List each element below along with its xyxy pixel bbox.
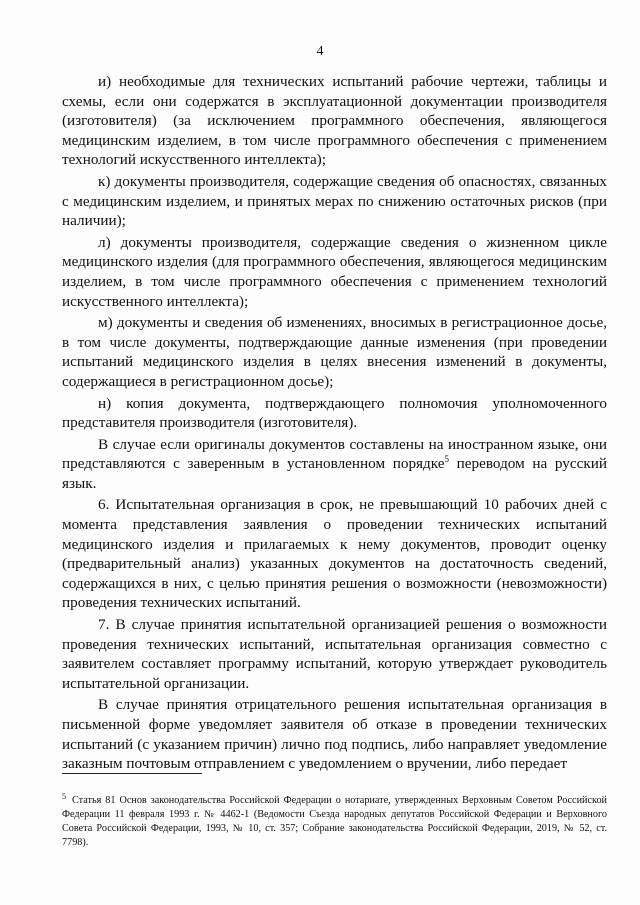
paragraph-clause-7: 7. В случае принятия испытательной организацией решения о возможности проведения технических испытаний, испытательная организация совместно с заявителем составляет программу испытаний, которую утверждает руководитель испытательной организации. [62,616,607,692]
document-body [62,72,607,776]
paragraph-translation [62,435,607,494]
footnote-text: Статья 81 Основ законодательства Российской Федерации о нотариате, утвержденных Верховным Советом Российской Федерации 11 февраля 1993 г. № 4462-1 (Ведомости Съезда народных депутатов Российской Федерации и Верховного Совета Российской Федерации, 1993, № 10, ст. 357; Собрание законодательства Российской Федерации, 2019, № 52, ст. 7798). [62,795,607,848]
paragraph-translation-text: В случае если оригиналы документов составлены на иностранном языке, они представляются с заверенным в установленном порядке [62,435,607,473]
footnote-reference: 5 [444,454,449,465]
paragraph-translation-text-end: переводом на русский язык. [62,455,607,492]
footnote-mark: 5 [62,791,66,801]
paragraph-negative-decision: В случае принятия отрицательного решения испытательная организация в письменной форме уведомляет заявителя об отказе в проведении технических испытаний (с указанием причин) лично под подпись, либо направляет уведомление заказным почтовым отправлением с уведомлением о вручении, либо передает [62,696,607,773]
paragraph-clause-6: 6. Испытательная организация в срок, не превышающий 10 рабочих дней с момента представления заявления о проведении технических испытаний медицинского изделия и прилагаемых к нему документов, проводит оценку (предварительный анализ) указанных документов на достаточность сведений, содержащихся в них, с целью принятия решения о возможности (невозможности) проведения технических испытаний. [62,496,607,612]
paragraph-item-m: м) документы и сведения об изменениях, вносимых в регистрационное досье, в том числе документы, подтверждающие данные изменения (при проведении испытаний медицинского изделия в целях внесения изменений в документы, содержащиеся в регистрационном досье); [62,314,607,390]
paragraph-item-n: н) копия документа, подтверждающего полномочия уполномоченного представителя производителя (изготовителя). [62,394,607,432]
footnote [62,791,607,850]
paragraph-item-l: л) документы производителя, содержащие сведения о жизненном цикле медицинского изделия (для программного обеспечения, являющегося медицинским изделием, в том числе программного обеспечения с применением технологий искусственного интеллекта); [62,233,607,310]
page-number: 4 [316,44,324,59]
paragraph-item-i: и) необходимые для технических испытаний рабочие чертежи, таблицы и схемы, если они содержатся в эксплуатационной документации производителя (изготовителя) (за исключением программного обеспечения, являющегося медицинским изделием, в том числе программного обеспечения с применением технологий искусственного интеллекта); [62,73,607,169]
footnote-divider [62,773,202,774]
paragraph-item-k: к) документы производителя, содержащие сведения об опасностях, связанных с медицинским изделием, и принятых мерах по снижению остаточных рисков (при наличии); [62,172,607,230]
